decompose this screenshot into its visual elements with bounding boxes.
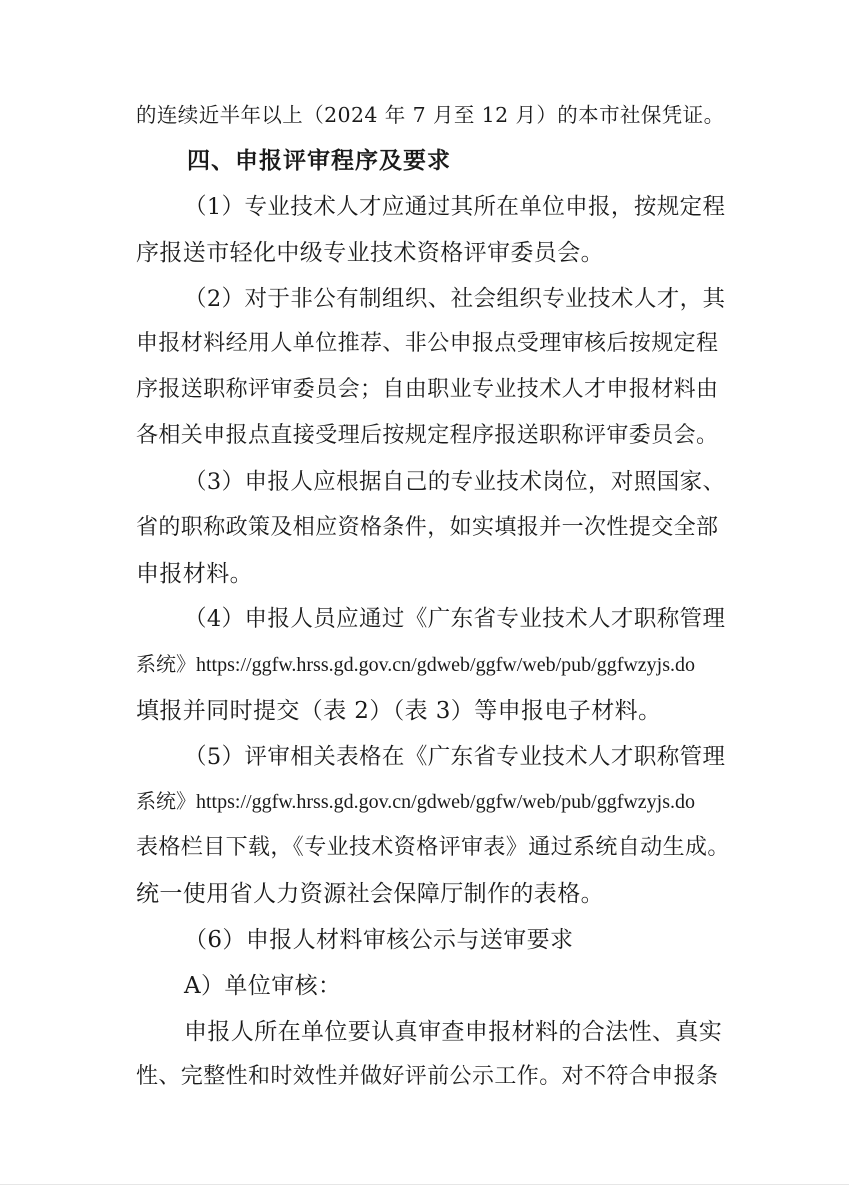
text-line-21: 申报人所在单位要认真审查申报材料的合法性、真实 (184, 1019, 723, 1045)
text-line-1: 的连续近半年以上（2024 年 7 月至 12 月）的本市社保凭证。 (136, 103, 725, 127)
text-line-3: （1）专业技术人才应通过其所在单位申报，按规定程 (184, 194, 726, 220)
text-line-9: （3）申报人应根据自己的专业技术岗位，对照国家、 (184, 469, 726, 495)
url-line-2: 系统》https://ggfw.hrss.gd.gov.cn/gdweb/ggfw/web/pub/ggfwzyjs.do (136, 791, 696, 813)
text-line-12: （4）申报人员应通过《广东省专业技术人才职称管理 (184, 606, 726, 632)
text-line-10: 省的职称政策及相应资格条件，如实填报并一次性提交全部 (136, 515, 719, 540)
text-line-17: 表格栏目下载，《专业技术资格评审表》通过系统自动生成。 (136, 835, 730, 860)
text-line-14: 填报并同时提交（表 2）（表 3）等申报电子材料。 (136, 698, 662, 724)
text-line-5: （2）对于非公有制组织、社会组织专业技术人才，其 (184, 286, 726, 312)
text-line-4: 序报送市轻化中级专业技术资格评审委员会。 (136, 240, 604, 266)
text-line-8: 各相关申报点直接受理后按规定程序报送职称评审委员会。 (136, 423, 719, 448)
section-heading: 四、申报评审程序及要求 (187, 148, 451, 174)
url-line-1: 系统》https://ggfw.hrss.gd.gov.cn/gdweb/ggfw/web/pub/ggfwzyjs.do (136, 654, 696, 676)
text-line-6: 申报材料经用人单位推荐、非公申报点受理审核后按规定程 (136, 331, 719, 356)
text-line-19: （6）申报人材料审核公示与送审要求 (184, 927, 574, 953)
text-line-7: 序报送职称评审委员会；自由职业专业技术人才申报材料由 (136, 377, 719, 402)
text-line-20: A）单位审核： (184, 973, 342, 999)
text-line-18: 统一使用省人力资源社会保障厅制作的表格。 (136, 881, 604, 907)
text-line-15: （5）评审相关表格在《广东省专业技术人才职称管理 (184, 744, 726, 770)
page-bottom-rule (0, 1184, 849, 1185)
text-line-22: 性、完整性和时效性并做好评前公示工作。对不符合申报条 (136, 1064, 719, 1089)
text-line-11: 申报材料。 (136, 561, 253, 587)
